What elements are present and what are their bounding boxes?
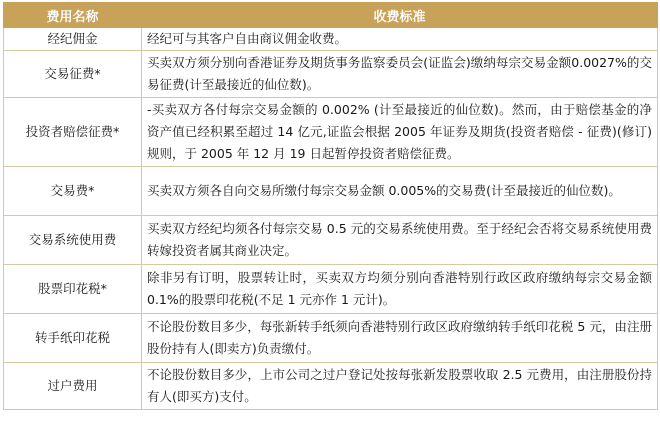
fee-name-cell: 投资者赔偿征费* [4,98,142,167]
fee-desc-cell: 经纪可与其客户自由商议佣金收费。 [142,28,658,51]
table-row [4,167,658,216]
table-row [4,28,658,51]
header-fee-standard: 收费标准 [142,3,658,28]
fee-desc-cell: 除非另有订明，股票转让时，买卖双方均须分别向香港特别行政区政府缴纳每宗交易金额 0.1%的股票印花税(不足 1 元亦作 1 元计)。 [142,265,658,314]
fee-name-cell: 经纪佣金 [4,28,142,51]
fee-desc-cell: 不论股份数目多少，上市公司之过户登记处按每张新发股票收取 2.5 元费用，由注册股份持有人(即买方)支付。 [142,363,658,410]
fee-name-cell: 过户费用 [4,363,142,410]
header-fee-name: 费用名称 [4,3,142,28]
table-row [4,265,658,314]
table-row [4,314,658,363]
fee-name-cell: 交易系统使用费 [4,216,142,265]
fee-name-cell: 股票印花税* [4,265,142,314]
fee-desc-cell: 买卖双方须各自向交易所缴付每宗交易金额 0.005%的交易费(计至最接近的仙位数)。 [142,167,658,216]
table-row [4,216,658,265]
fee-desc-cell: -买卖双方各付每宗交易金额的 0.002% (计至最接近的仙位数)。然而，由于赔偿基金的净资产值已经积累至超过 14 亿元,证监会根据 2005 年证券及期货(投资者赔偿 - 征费)(修订)规则，于 2005 年 12 月 19 日起暂停投资者赔偿征费。 [142,98,658,167]
table-row [4,51,658,98]
fee-name-cell: 转手纸印花税 [4,314,142,363]
table-header-row [4,3,658,28]
fee-table [3,2,658,410]
table-row [4,98,658,167]
fee-desc-cell: 不论股份数目多少，每张新转手纸须向香港特别行政区政府缴纳转手纸印花税 5 元，由注册股份持有人(即卖方)负责缴付。 [142,314,658,363]
fee-desc-cell: 买卖双方须分别向香港证券及期货事务监察委员会(证监会)缴纳每宗交易金额0.0027%的交易征费(计至最接近的仙位数)。 [142,51,658,98]
fee-name-cell: 交易征费* [4,51,142,98]
table-row [4,363,658,410]
fee-name-cell: 交易费* [4,167,142,216]
fee-desc-cell: 买卖双方经纪均须各付每宗交易 0.5 元的交易系统使用费。至于经纪会否将交易系统使用费转嫁投资者属其商业决定。 [142,216,658,265]
